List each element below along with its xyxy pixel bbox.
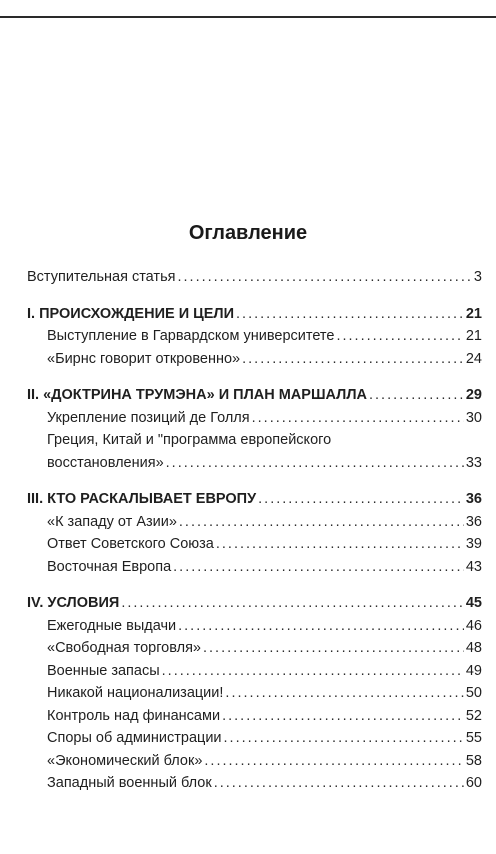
toc-entry[interactable] [27,325,482,348]
toc-entry[interactable] [27,660,482,683]
entry-page: 43 [465,558,482,575]
dot-leader [178,615,464,638]
entry-title: Ответ Советского Союза [47,536,214,552]
dot-leader [225,682,463,705]
entry-page: 33 [465,454,482,471]
spacer [27,370,482,384]
part-page: 29 [465,387,482,403]
entry-title: «К западу от Азии» [47,513,177,530]
entry-title: Никакой национализации! [47,685,224,701]
entry-page: 49 [465,662,482,679]
spacer [27,578,482,592]
dot-leader [216,533,464,556]
part-page: 36 [465,491,482,507]
table-of-contents [27,266,482,795]
toc-entry[interactable] [27,705,482,728]
entry-title: Укрепление позиций де Голля [47,409,250,426]
entry-page: 48 [465,640,482,656]
dot-leader [166,452,464,475]
toc-entry[interactable] [27,750,482,773]
entry-page: 3 [473,269,482,285]
toc-entry[interactable] [27,727,482,750]
entry-title: «Свободная торговля» [47,640,201,656]
toc-part-2[interactable] [27,384,482,407]
dot-leader [336,325,463,348]
dot-leader [204,750,463,773]
toc-entry[interactable] [27,348,482,371]
entry-title: «Экономический блок» [47,752,203,769]
entry-title: Вступительная статья [27,269,176,285]
entry-title: Ежегодные выдачи [47,617,177,634]
part-title: III. КТО РАСКАЛЫВАЕТ ЕВРОПУ [27,491,257,507]
dot-leader [214,772,464,795]
entry-page: 46 [465,617,482,634]
entry-title: Выступление в Гарвардском университете [47,328,335,344]
toc-entry-intro[interactable] [27,266,482,289]
part-title: II. «ДОКТРИНА ТРУМЭНА» И ПЛАН МАРШАЛЛА [27,387,367,403]
entry-title: Восточная Европа [47,558,172,575]
entry-title-line2: восстановления» [47,454,164,471]
entry-page: 50 [465,685,482,701]
part-title: I. ПРОИСХОЖДЕНИЕ И ЦЕЛИ [27,305,235,322]
top-rule [0,16,496,18]
toc-entry[interactable] [27,637,482,660]
toc-entry[interactable] [27,533,482,556]
entry-title-line1[interactable]: Греция, Китай и "программа европейского [47,432,332,448]
entry-page: 58 [465,752,482,769]
dot-leader [179,511,464,534]
dot-leader [252,407,464,430]
toc-part-1[interactable] [27,303,482,326]
toc-entry[interactable] [27,772,482,795]
entry-page: 21 [465,328,482,344]
toc-entry[interactable] [27,511,482,534]
dot-leader [203,637,464,660]
entry-page: 52 [465,707,482,724]
entry-page: 30 [465,409,482,426]
page-title: Оглавление [188,222,308,244]
dot-leader [173,556,464,579]
spacer [27,474,482,488]
entry-title: Западный военный блок [47,775,212,791]
entry-page: 36 [465,513,482,530]
dot-leader [224,727,464,750]
toc-entry[interactable] [27,556,482,579]
dot-leader [258,488,464,511]
entry-title: «Бирнс говорит откровенно» [47,350,241,367]
dot-leader [177,266,471,289]
dot-leader [369,384,464,407]
spacer [27,289,482,303]
toc-entry[interactable] [27,452,482,475]
entry-title: Споры об администрации [47,730,222,746]
toc-part-4[interactable] [27,592,482,615]
entry-page: 39 [465,536,482,552]
entry-title: Контроль над финансами [47,707,221,724]
toc-entry[interactable] [27,682,482,705]
entry-page: 55 [465,730,482,746]
dot-leader [222,705,464,728]
part-page: 21 [465,305,482,322]
dot-leader [162,660,464,683]
dot-leader [236,303,464,326]
part-page: 45 [465,595,482,611]
dot-leader [121,592,464,615]
toc-entry[interactable] [27,407,482,430]
entry-page: 60 [465,775,482,791]
dot-leader [242,348,464,371]
entry-title: Военные запасы [47,662,160,679]
part-title: IV. УСЛОВИЯ [27,595,120,611]
toc-part-3[interactable] [27,488,482,511]
entry-page: 24 [465,350,482,367]
toc-entry[interactable] [27,615,482,638]
